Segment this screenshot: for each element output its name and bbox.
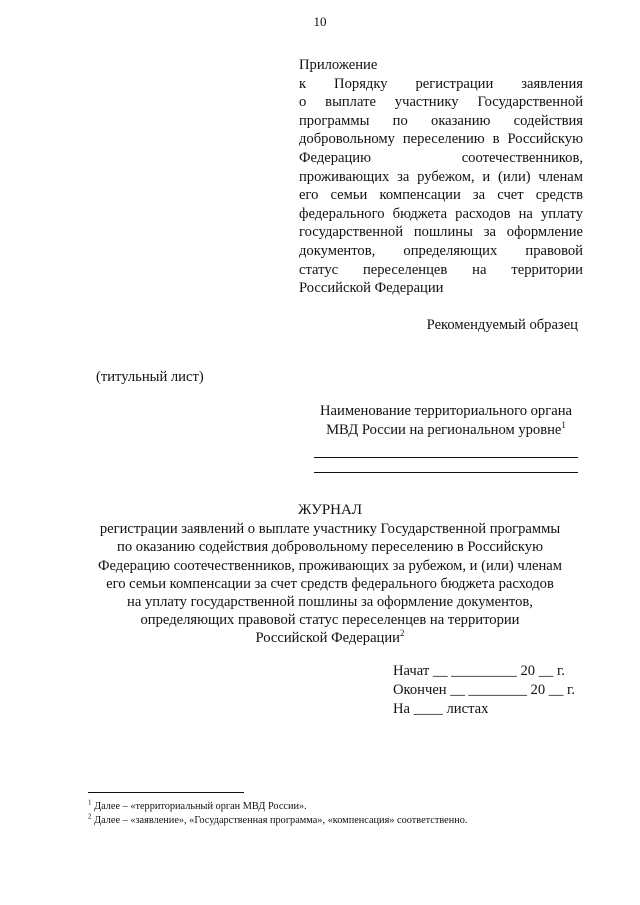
footnote-2-text: Далее – «заявление», «Государственная программа», «компенсация» соответственно.: [94, 815, 468, 826]
journal-subtitle-line: Федерацию соотечественников, проживающих за рубежом, и (или) членам: [97, 557, 563, 574]
finished-field: Окончен __ ________ 20 __ г.: [393, 682, 576, 698]
journal-subtitle-line: его семьи компенсации за счет средств федерального бюджета расходов: [106, 575, 554, 592]
footnote-1-text: Далее – «территориальный орган МВД России».: [94, 801, 307, 812]
footnote-ref-1: 1: [561, 419, 566, 430]
org-name-line-2: [314, 421, 578, 440]
journal-meta-block: [393, 662, 575, 719]
appendix-line: Федерацию соотечественников,: [299, 149, 583, 166]
journal-subtitle-line: определяющих правовой статус переселенцев на территории: [140, 612, 520, 629]
org-name-line-1: Наименование территориального органа: [320, 403, 572, 419]
journal-subtitle-last-text: Российской Федерации: [255, 630, 400, 647]
appendix-line: государственной пошлины за оформление: [299, 224, 583, 241]
sheets-field: На ____ листах: [393, 701, 489, 717]
appendix-last-line: Российской Федерации: [299, 280, 444, 297]
footnotes-block: [88, 800, 467, 828]
started-field: Начат __ _________ 20 __ г.: [393, 663, 565, 679]
journal-title-block: [70, 501, 590, 648]
footnote-2-mark: 2: [88, 812, 92, 821]
appendix-line: федерального бюджета расходов на уплату: [299, 205, 583, 222]
journal-subtitle-line: по оказанию содействия добровольному переселению в Российскую: [117, 539, 543, 556]
appendix-line: о выплате участнику Государственной: [299, 94, 583, 111]
appendix-block: [299, 56, 583, 298]
appendix-line: статус переселенцев на территории: [299, 261, 583, 278]
org-name-block: [314, 402, 578, 473]
page-number: 10: [313, 14, 327, 29]
org-blank-line-2: [314, 472, 578, 473]
journal-subtitle-line: регистрации заявлений о выплате участнику Государственной программы: [99, 521, 561, 538]
footnote-ref-2: 2: [400, 628, 405, 639]
footnote-1: [88, 800, 467, 814]
appendix-line: его семьи компенсации за счет средств: [299, 187, 583, 204]
footnote-2: [88, 814, 467, 828]
appendix-line: документов, определяющих правовой: [299, 242, 583, 259]
appendix-line: добровольному переселению в Российскую: [299, 131, 583, 148]
org-name-line-2-text: МВД России на региональном уровне: [326, 421, 562, 438]
appendix-heading: Приложение: [299, 57, 378, 73]
footnote-1-mark: 1: [88, 798, 92, 807]
appendix-line: проживающих за рубежом, и (или) членам: [299, 168, 583, 185]
journal-subtitle-line: на уплату государственной пошлины за оформление документов,: [127, 594, 533, 611]
journal-title: ЖУРНАЛ: [297, 502, 363, 518]
journal-subtitle-last-line: [70, 629, 590, 647]
footnote-separator: [88, 792, 244, 793]
recommended-sample-label: Рекомендуемый образец: [426, 317, 578, 333]
org-blank-line-1: [314, 457, 578, 458]
title-sheet-label: (титульный лист): [96, 369, 204, 385]
appendix-line: к Порядку регистрации заявления: [299, 75, 583, 92]
appendix-line: программы по оказанию содействия: [299, 112, 583, 129]
